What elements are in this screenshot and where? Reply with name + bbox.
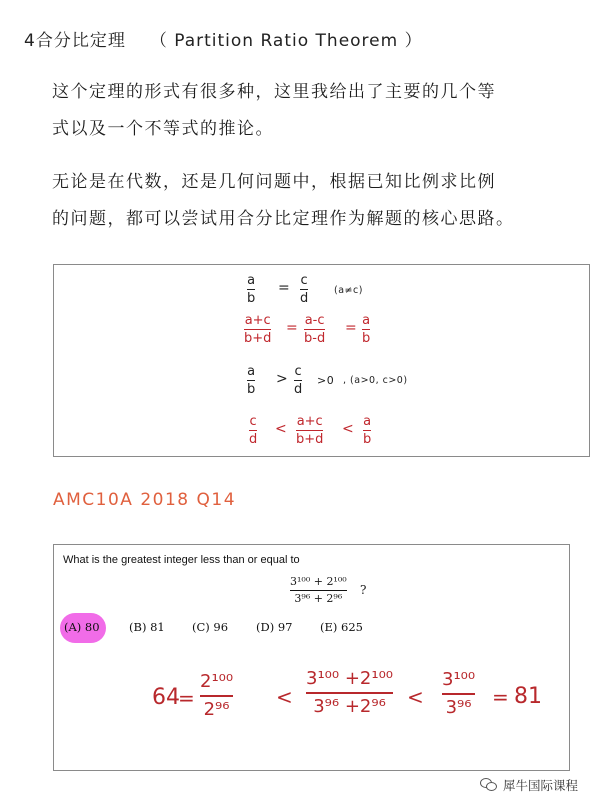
problem-panel	[53, 544, 570, 771]
solution-estimate: 64	[152, 685, 180, 710]
fraction: c d	[294, 364, 303, 397]
equals-sign: =	[345, 320, 357, 336]
choice-b: (B) 81	[129, 620, 165, 634]
question-fraction	[290, 575, 347, 606]
solution-fraction-main: 3¹⁰⁰ +2¹⁰⁰ 3⁹⁶ +2⁹⁶	[306, 668, 394, 717]
less-than-sign: <	[275, 421, 287, 437]
positive-note: >0	[317, 374, 335, 387]
paragraph-line: 这个定理的形式有很多种，这里我给出了主要的几个等	[52, 82, 496, 102]
heading-english: （ Partition Ratio Theorem ）	[149, 31, 423, 51]
choice-e: (E) 625	[320, 620, 363, 634]
less-than-sign: <	[342, 421, 354, 437]
fraction: a+c b+d	[296, 414, 324, 447]
question-mark: ?	[360, 583, 367, 597]
problem-source-title: AMC10A 2018 Q14	[53, 490, 237, 510]
fraction: a b	[363, 414, 372, 447]
section-heading	[24, 26, 423, 51]
heading-title: 4合分比定理	[24, 31, 126, 51]
less-than-sign: <	[276, 685, 293, 709]
fraction: a+c b+d	[244, 313, 272, 346]
equals-sign: =	[178, 686, 195, 710]
condition-note: , (a>0, c>0)	[343, 375, 408, 386]
paragraph-line: 式以及一个不等式的推论。	[52, 119, 274, 139]
numerator: 3¹⁰⁰ + 2¹⁰⁰	[290, 575, 347, 588]
fraction: c d	[249, 414, 258, 447]
paragraph-usage	[52, 164, 552, 238]
question-text: What is the greatest integer less than or equal to	[63, 554, 300, 566]
fraction: a-c b-d	[304, 313, 326, 346]
paragraph-line: 无论是在代数，还是几何问题中，根据已知比例求比例	[52, 172, 496, 192]
equals-sign: =	[278, 280, 290, 296]
paragraph-intro	[52, 74, 552, 148]
condition-note: (a≠c)	[334, 285, 363, 296]
formula-panel	[53, 264, 590, 457]
solution-fraction-lower: 2¹⁰⁰ 2⁹⁶	[200, 671, 234, 720]
fraction: a b	[247, 364, 256, 397]
wechat-icon	[480, 778, 497, 792]
fraction: c d	[300, 273, 309, 306]
equals-sign: =	[286, 320, 298, 336]
brand-name: 犀牛国际课程	[503, 778, 579, 793]
solution-fraction-upper: 3¹⁰⁰ 3⁹⁶	[442, 669, 476, 718]
paragraph-line: 的问题，都可以尝试用合分比定理作为解题的核心思路。	[52, 209, 515, 229]
equals-sign: =	[492, 685, 509, 709]
choice-c: (C) 96	[192, 620, 229, 634]
greater-than-sign: >	[276, 371, 288, 387]
less-than-sign: <	[407, 685, 424, 709]
choice-a: (A) 80	[64, 620, 100, 634]
denominator: 3⁹⁶ + 2⁹⁶	[294, 592, 343, 605]
solution-result: 81	[514, 684, 542, 709]
brand-watermark	[480, 776, 578, 794]
fraction: a b	[362, 313, 371, 346]
choice-d: (D) 97	[256, 620, 293, 634]
fraction: a b	[247, 273, 256, 306]
